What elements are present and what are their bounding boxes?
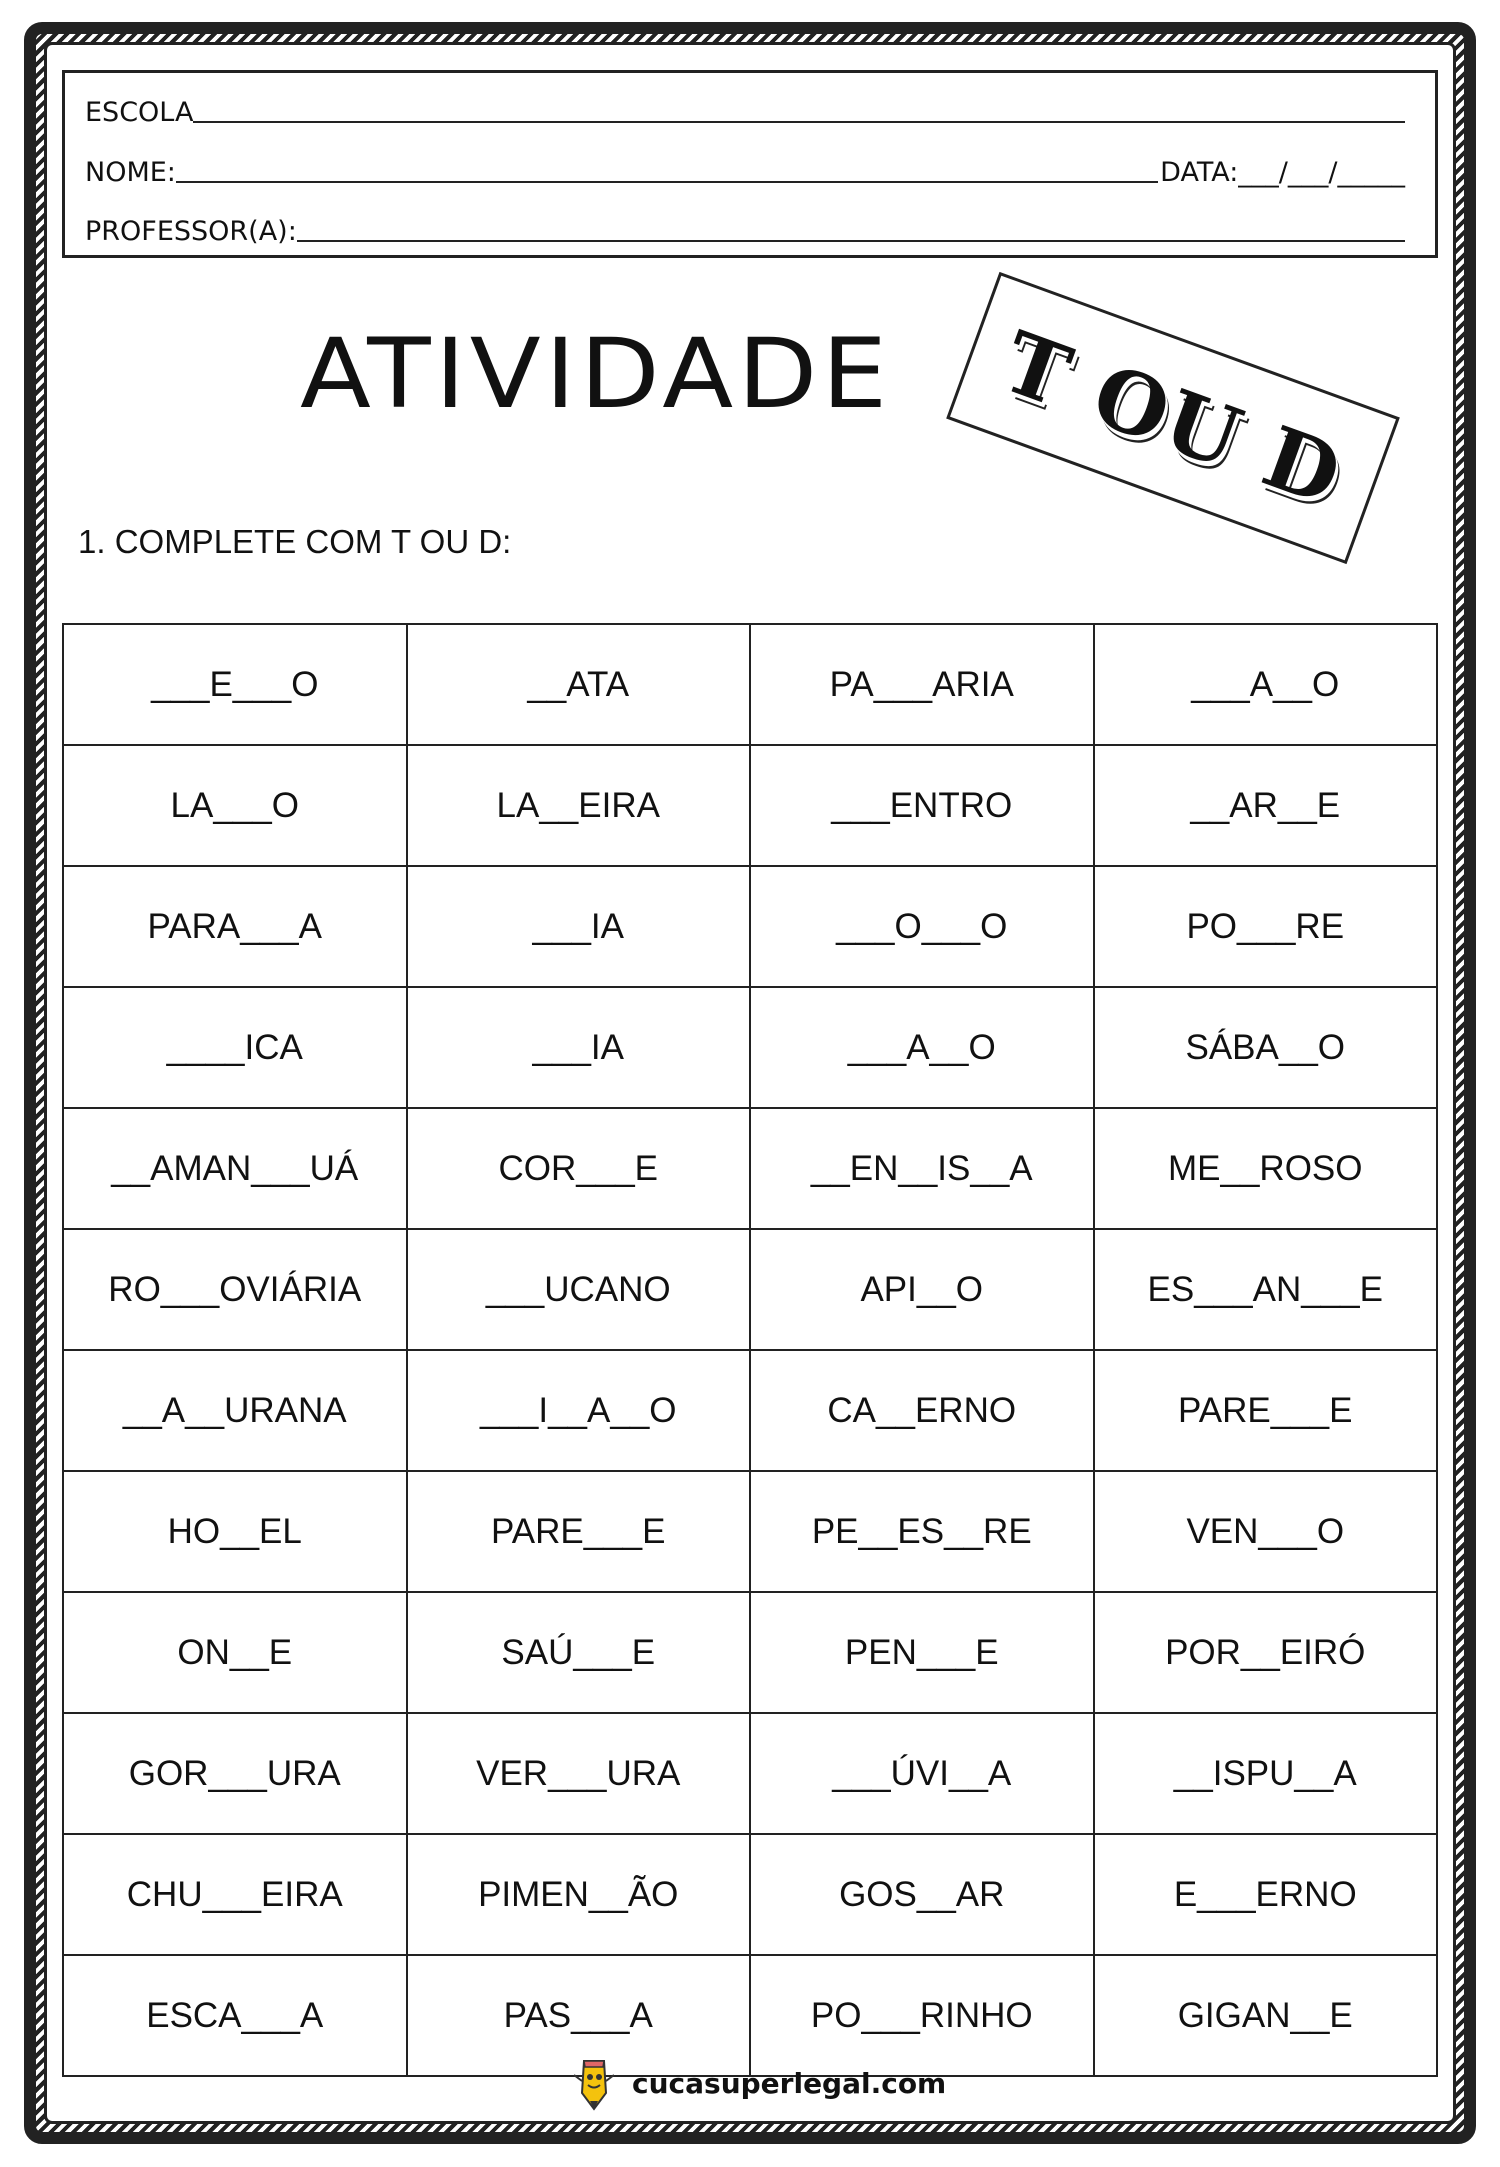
grid-cell: SAÚ___E	[407, 1592, 751, 1713]
grid-cell: GOS__AR	[750, 1834, 1094, 1955]
grid-row	[63, 1471, 1437, 1592]
grid-cell: __A__URANA	[63, 1350, 407, 1471]
grid-cell: PO___RINHO	[750, 1955, 1094, 2076]
grid-cell: ___E___O	[63, 624, 407, 745]
grid-cell: PAS___A	[407, 1955, 751, 2076]
grid-cell: GOR___URA	[63, 1713, 407, 1834]
nome-label: NOME:	[85, 157, 176, 188]
grid-cell: ___IA	[407, 987, 751, 1108]
professor-label: PROFESSOR(A):	[85, 216, 297, 247]
grid-cell: PARE___E	[1094, 1350, 1438, 1471]
grid-cell: POR__EIRÓ	[1094, 1592, 1438, 1713]
grid-cell: HO__EL	[63, 1471, 407, 1592]
grid-cell: ES___AN___E	[1094, 1229, 1438, 1350]
grid-cell: __AMAN___UÁ	[63, 1108, 407, 1229]
grid-cell: VER___URA	[407, 1713, 751, 1834]
grid-cell: PA___ARIA	[750, 624, 1094, 745]
grid-cell: API__O	[750, 1229, 1094, 1350]
grid-cell: ON__E	[63, 1592, 407, 1713]
grid-row	[63, 1108, 1437, 1229]
grid-cell: __AR__E	[1094, 745, 1438, 866]
grid-cell: ___ENTRO	[750, 745, 1094, 866]
escola-field[interactable]	[193, 121, 1405, 123]
grid-cell: ME__ROSO	[1094, 1108, 1438, 1229]
grid-cell: SÁBA__O	[1094, 987, 1438, 1108]
grid-cell: VEN___O	[1094, 1471, 1438, 1592]
professor-line	[85, 216, 1405, 247]
grid-row	[63, 745, 1437, 866]
grid-row	[63, 866, 1437, 987]
professor-field[interactable]	[297, 240, 1405, 242]
grid-cell: PE__ES__RE	[750, 1471, 1094, 1592]
stamp-text: T OU D	[990, 311, 1356, 525]
grid-row	[63, 1592, 1437, 1713]
grid-cell: CHU___EIRA	[63, 1834, 407, 1955]
page-title: ATIVIDADE	[300, 318, 892, 430]
grid-cell: ____ICA	[63, 987, 407, 1108]
grid-cell: LA__EIRA	[407, 745, 751, 866]
grid-cell: ___I__A__O	[407, 1350, 751, 1471]
nome-field[interactable]	[176, 181, 1158, 183]
grid-cell: PO___RE	[1094, 866, 1438, 987]
grid-cell: RO___OVIÁRIA	[63, 1229, 407, 1350]
grid-cell: ___O___O	[750, 866, 1094, 987]
grid-row	[63, 1229, 1437, 1350]
grid-cell: PARA___A	[63, 866, 407, 987]
footer-site-link[interactable]: cucasuperlegal.com	[632, 2066, 947, 2100]
escola-label: ESCOLA	[85, 97, 194, 128]
grid-row	[63, 624, 1437, 745]
grid-cell: ___IA	[407, 866, 751, 987]
nome-line	[85, 157, 1405, 188]
grid-cell: __ATA	[407, 624, 751, 745]
grid-cell: ___ÚVI__A	[750, 1713, 1094, 1834]
grid-cell: PEN___E	[750, 1592, 1094, 1713]
pencil-mascot-icon	[570, 2055, 618, 2111]
grid-row	[63, 987, 1437, 1108]
grid-cell: ___UCANO	[407, 1229, 751, 1350]
grid-row	[63, 1350, 1437, 1471]
grid-cell: __EN__IS__A	[750, 1108, 1094, 1229]
grid-cell: GIGAN__E	[1094, 1955, 1438, 2076]
grid-cell: E___ERNO	[1094, 1834, 1438, 1955]
grid-cell: ___A__O	[1094, 624, 1438, 745]
grid-cell: ESCA___A	[63, 1955, 407, 2076]
instruction-text: 1. COMPLETE COM T OU D:	[78, 523, 512, 560]
grid-cell: PIMEN__ÃO	[407, 1834, 751, 1955]
grid-cell: COR___E	[407, 1108, 751, 1229]
grid-row	[63, 1713, 1437, 1834]
grid-cell: ___A__O	[750, 987, 1094, 1108]
footer	[570, 2055, 946, 2111]
word-grid	[62, 623, 1438, 2077]
grid-cell: __ISPU__A	[1094, 1713, 1438, 1834]
grid-cell: LA___O	[63, 745, 407, 866]
grid-row	[63, 1834, 1437, 1955]
escola-line	[85, 97, 1405, 128]
data-label: DATA:___/___/_____	[1160, 157, 1405, 188]
grid-cell: PARE___E	[407, 1471, 751, 1592]
grid-cell: CA__ERNO	[750, 1350, 1094, 1471]
student-info-box	[62, 70, 1438, 258]
